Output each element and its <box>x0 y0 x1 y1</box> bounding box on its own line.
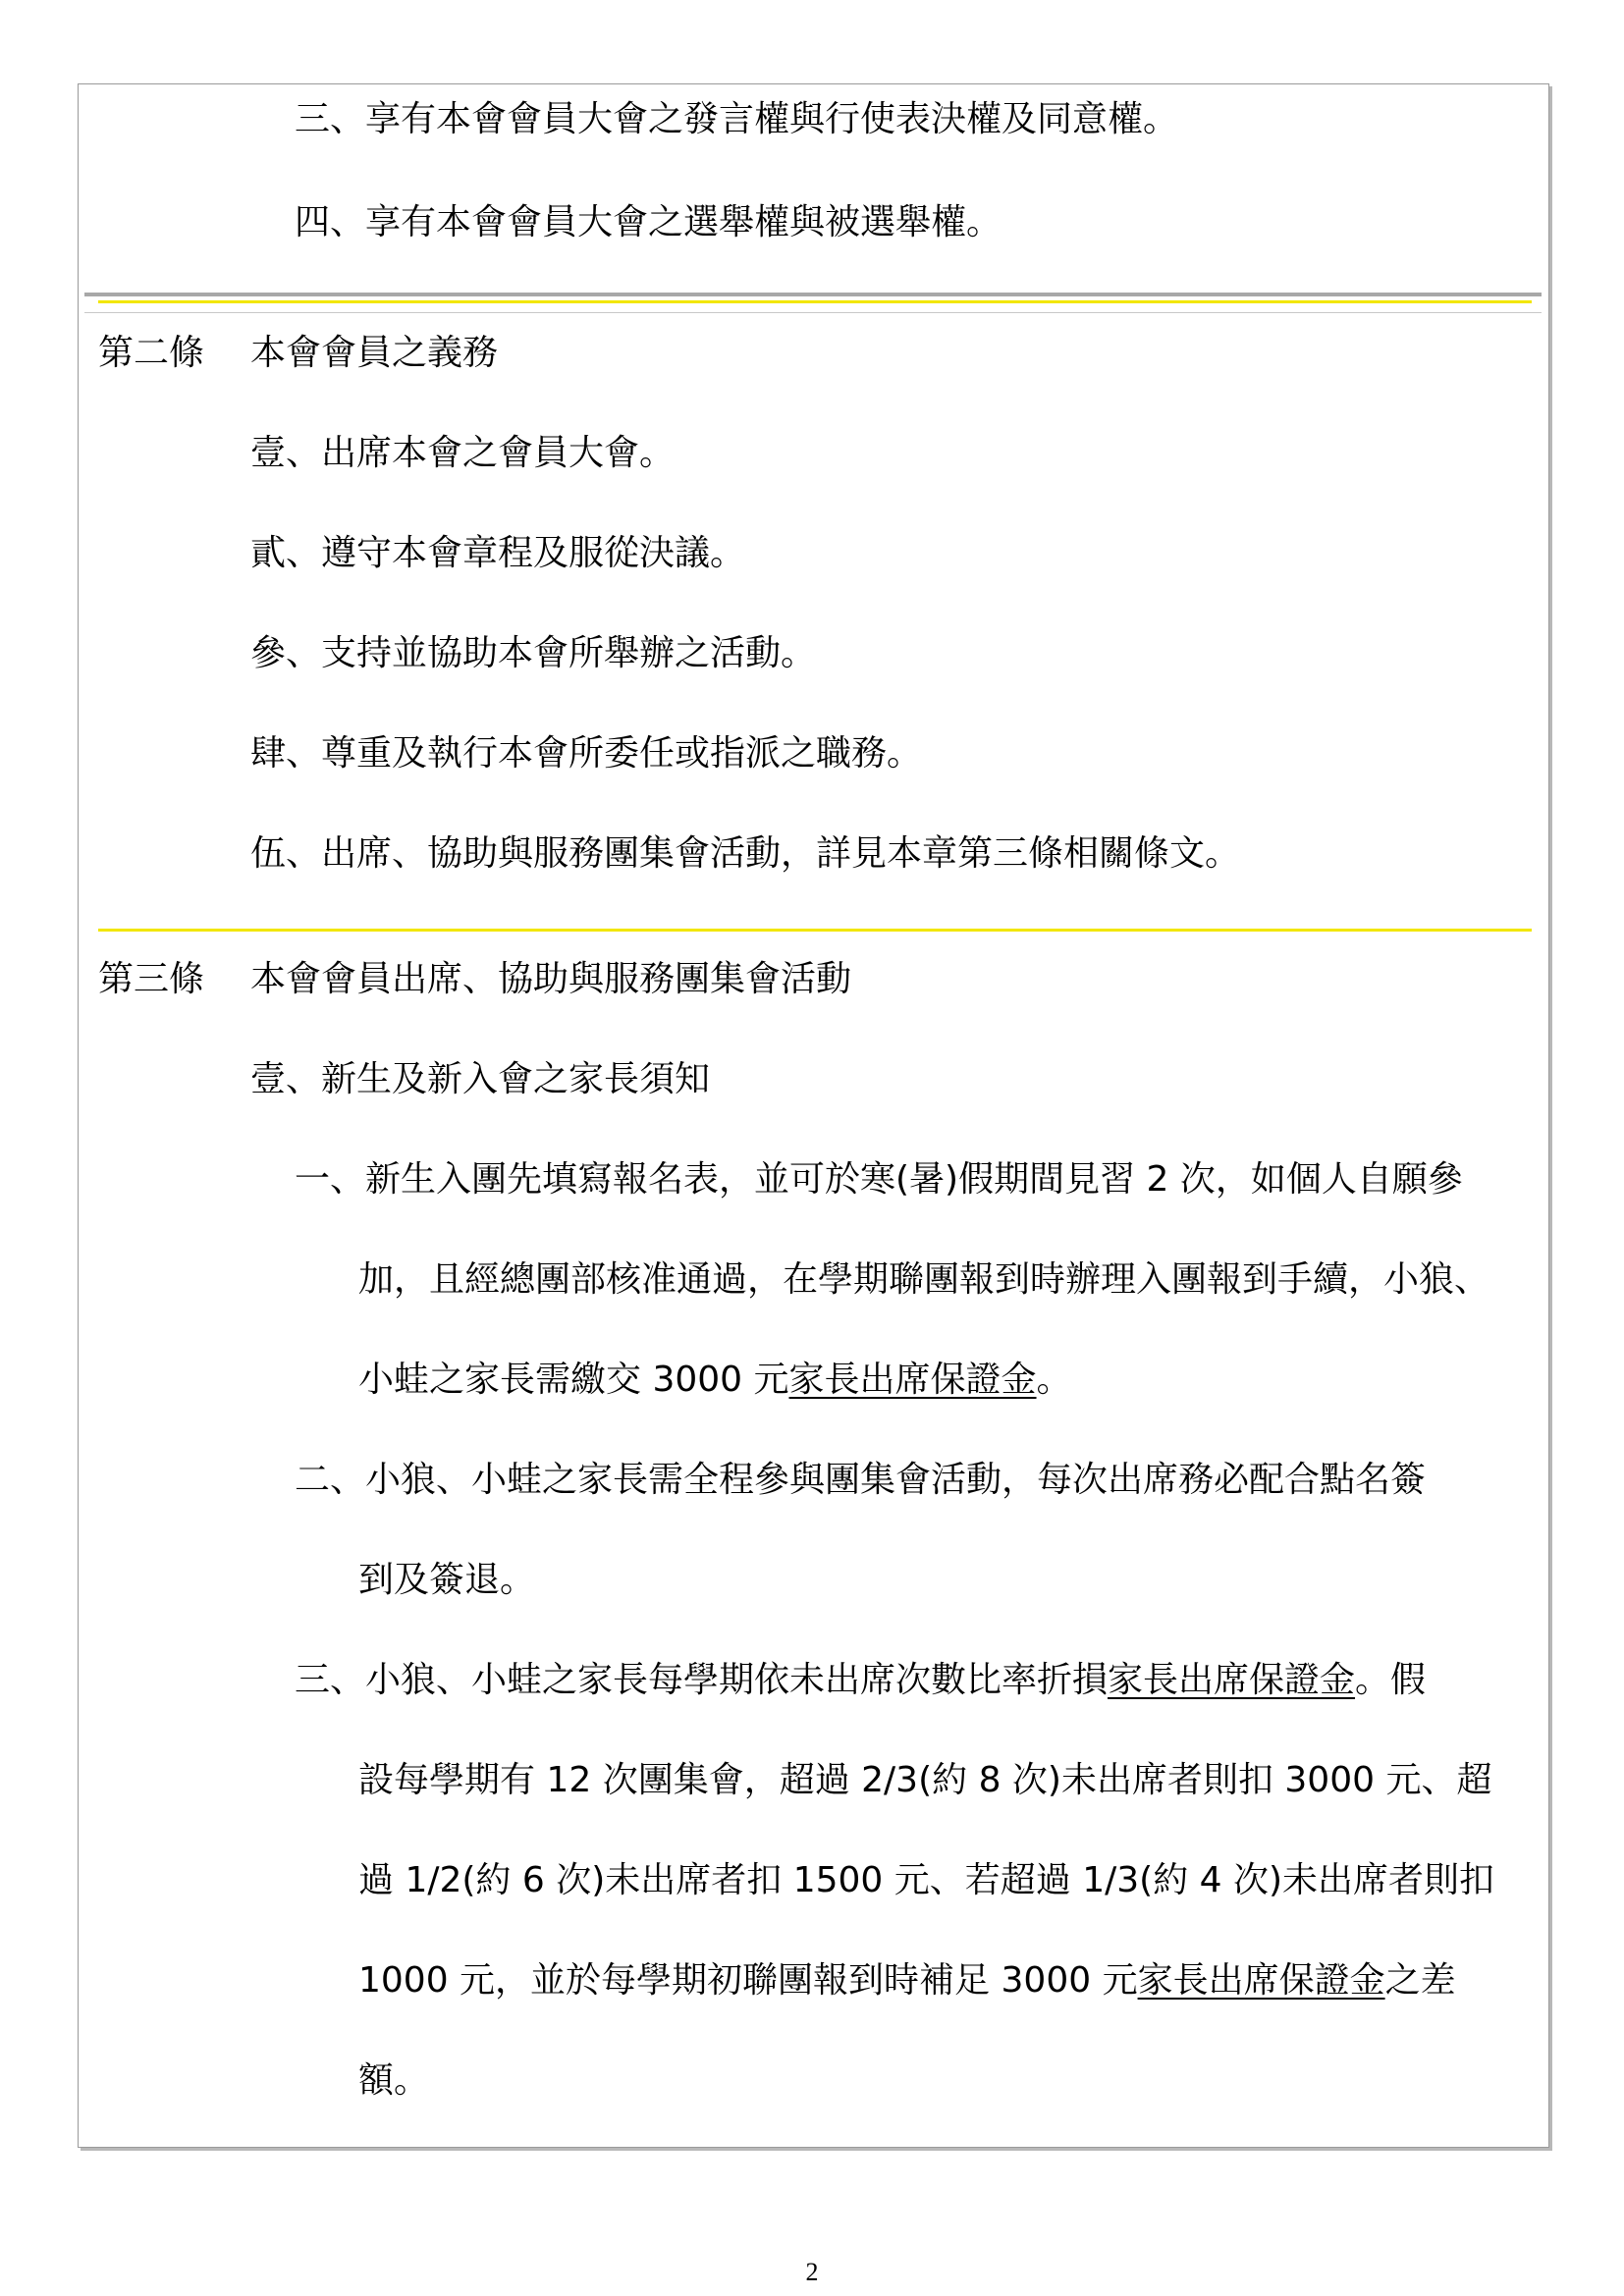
duty-item: 伍、出席、協助與服務團集會活動，詳見本章第三條相關條文。 <box>250 833 1241 874</box>
paragraph-3-line: 設每學期有 12 次團集會，超過 2/3(約 8 次)未出席者則扣 3000 元、超 <box>358 1760 1492 1800</box>
article-3-title: 本會會員出席、協助與服務團集會活動 <box>250 959 852 999</box>
article-3-label: 第三條 <box>98 959 205 999</box>
right-item-3: 三、享有本會會員大會之發言權與行使表決權及同意權。 <box>295 99 1179 139</box>
paragraph-1-line: 一、新生入團先填寫報名表，並可於寒(暑)假期間見習 2 次，如個人自願參 <box>295 1159 1463 1200</box>
duty-item: 貳、遵守本會章程及服從決議。 <box>250 533 746 573</box>
paragraph-1-line: 加，且經總團部核准通過，在學期聯團報到時辦理入團報到手續，小狼、 <box>358 1259 1490 1300</box>
deposit-term: 家長出席保證金 <box>1108 1660 1356 1700</box>
section-heading: 壹、新生及新入會之家長須知 <box>250 1059 711 1099</box>
section-divider <box>84 293 1542 296</box>
duty-item: 壹、出席本會之會員大會。 <box>250 433 676 473</box>
paragraph-3-line: 三、小狼、小蛙之家長每學期依未出席次數比率折損家長出席保證金。假 <box>295 1660 1427 1700</box>
paragraph-3-line: 額。 <box>358 2060 430 2101</box>
section-divider-inner <box>84 312 1542 313</box>
content-frame <box>78 83 1549 2148</box>
page-number: 2 <box>805 2258 819 2286</box>
deposit-term: 家長出席保證金 <box>1137 1960 1385 2001</box>
section-divider-yellow <box>98 300 1532 303</box>
article-divider-yellow <box>98 929 1532 932</box>
paragraph-3-line: 1000 元，並於每學期初聯團報到時補足 3000 元家長出席保證金之差 <box>358 1960 1456 2001</box>
article-2-label: 第二條 <box>98 333 205 373</box>
right-item-4: 四、享有本會會員大會之選舉權與被選舉權。 <box>295 202 1002 242</box>
duty-item: 參、支持並協助本會所舉辦之活動。 <box>250 633 817 673</box>
duty-item: 肆、尊重及執行本會所委任或指派之職務。 <box>250 733 923 774</box>
paragraph-2-line: 二、小狼、小蛙之家長需全程參與團集會活動，每次出席務必配合點名簽 <box>295 1460 1427 1500</box>
article-2-title: 本會會員之義務 <box>250 333 499 373</box>
paragraph-1-line: 小蛙之家長需繳交 3000 元家長出席保證金。 <box>358 1360 1072 1400</box>
paragraph-2-line: 到及簽退。 <box>358 1560 536 1600</box>
deposit-term: 家長出席保證金 <box>788 1360 1037 1400</box>
paragraph-3-line: 過 1/2(約 6 次)未出席者扣 1500 元、若超過 1/3(約 4 次)未出席者則扣 <box>358 1860 1495 1900</box>
